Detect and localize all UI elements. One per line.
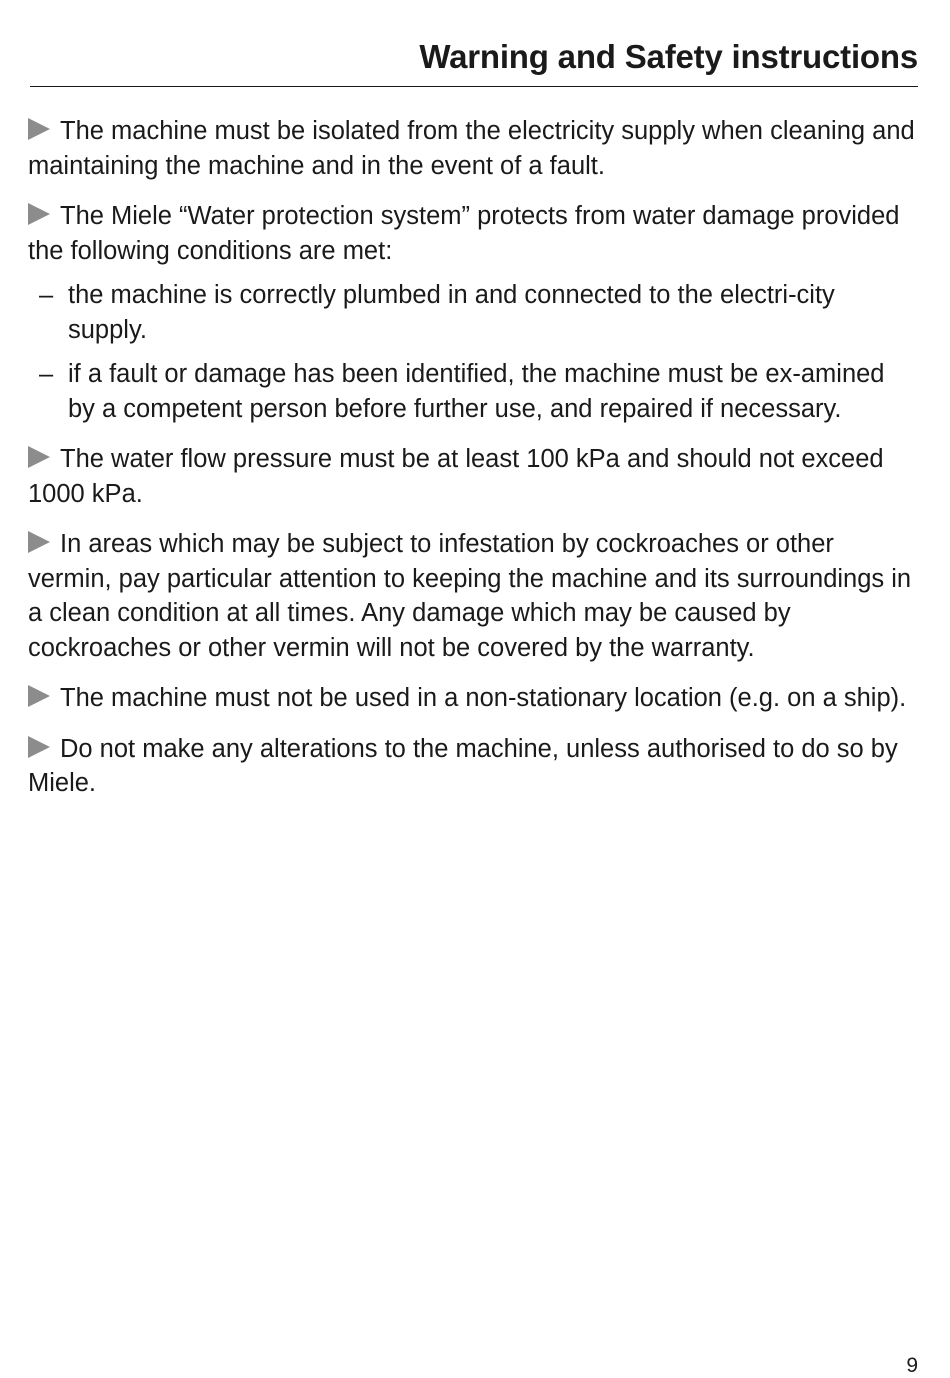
dash-marker: – xyxy=(39,360,54,388)
instruction-text: The machine must be isolated from the electricity supply when cleaning and maintaining the machine and in the event of a fault. xyxy=(28,117,915,180)
triangle-right-icon xyxy=(28,531,50,553)
list-item xyxy=(28,357,918,426)
instruction-paragraph xyxy=(28,732,918,801)
instruction-paragraph xyxy=(28,681,918,716)
instruction-paragraph xyxy=(28,442,918,511)
page-title: Warning and Safety instructions xyxy=(419,38,918,75)
list-item-text: if a fault or damage has been identified, the machine must be ex-amined by a competent person before further use, and repaired if necessary. xyxy=(68,360,885,423)
instruction-paragraph xyxy=(28,527,918,665)
instruction-text: Do not make any alterations to the machine, unless authorised to do so by Miele. xyxy=(28,734,898,797)
condition-list xyxy=(28,278,918,426)
triangle-right-icon xyxy=(28,736,50,758)
triangle-right-icon xyxy=(28,118,50,140)
triangle-right-icon xyxy=(28,203,50,225)
triangle-right-icon xyxy=(28,446,50,468)
instruction-text: The Miele “Water protection system” protects from water damage provided the following conditions are met: xyxy=(28,202,900,265)
dash-marker: – xyxy=(39,281,54,309)
instruction-text: In areas which may be subject to infestation by cockroaches or other vermin, pay particular attention to keeping the machine and its surroundings in a clean condition at all times. Any damage which may be caused by cockroaches or other vermin will not be covered by the warranty. xyxy=(28,530,912,662)
safety-instructions xyxy=(28,114,918,817)
list-item xyxy=(28,278,918,347)
list-item-text: the machine is correctly plumbed in and connected to the electri-city supply. xyxy=(68,281,835,344)
instruction-paragraph xyxy=(28,114,918,183)
triangle-right-icon xyxy=(28,685,50,707)
page-number: 9 xyxy=(906,1354,918,1377)
instruction-paragraph xyxy=(28,199,918,268)
instruction-text: The water flow pressure must be at least 100 kPa and should not exceed 1000 kPa. xyxy=(28,445,884,508)
page-header xyxy=(30,38,918,87)
instruction-text: The machine must not be used in a non-stationary location (e.g. on a ship). xyxy=(60,684,907,712)
